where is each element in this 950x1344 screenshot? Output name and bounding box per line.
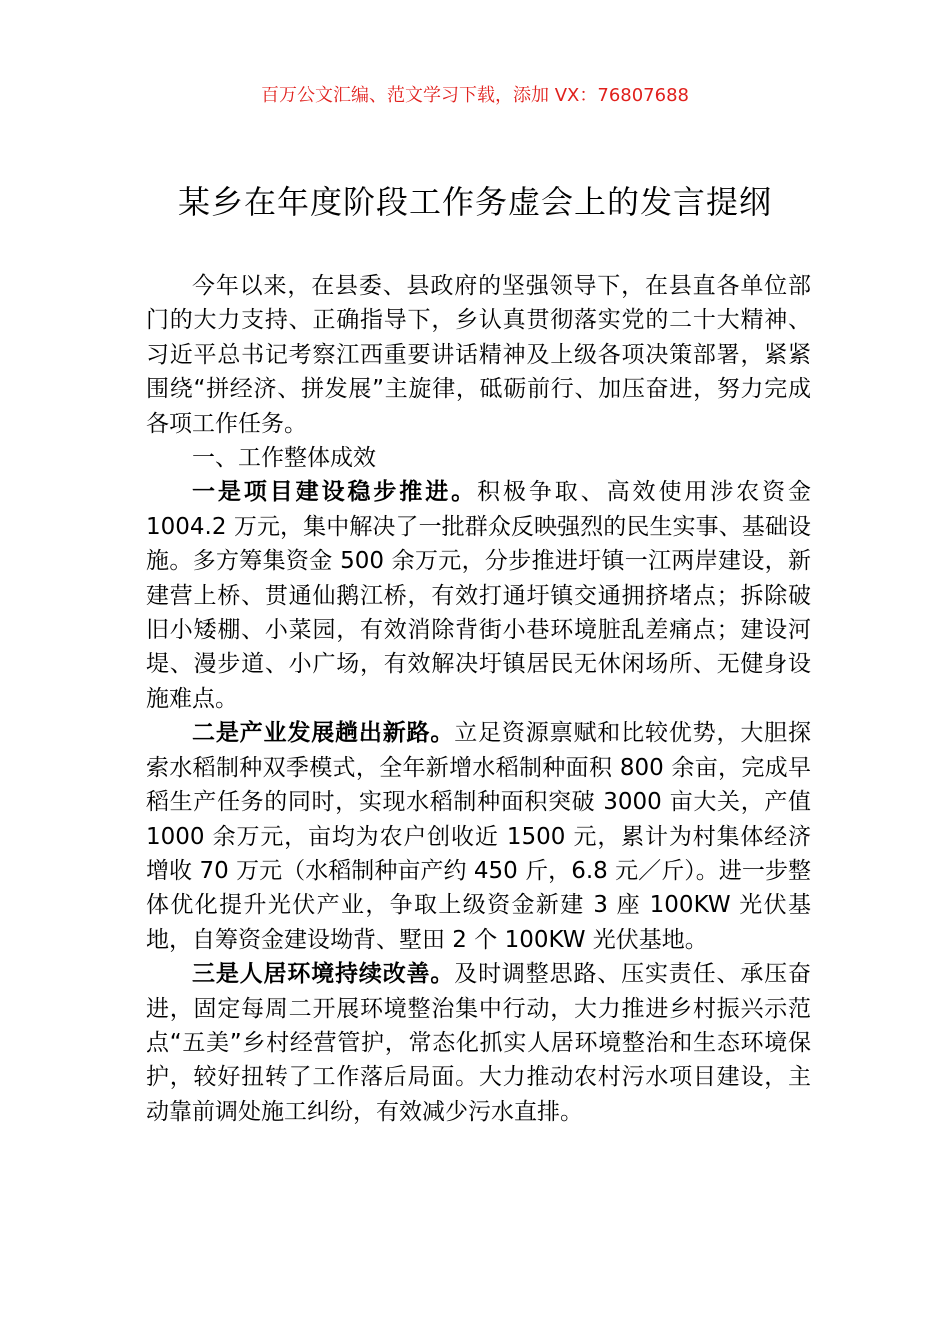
paragraph-item-2 (146, 716, 811, 957)
item-text: 积极争取、高效使用涉农资金 1004.2 万元，集中解决了一批群众反映强烈的民生实事、基础设施。多方筹集资金 500 余万元，分步推进圩镇一江两岸建设，新建营上桥、贯通仙鹅江桥，有效打通圩镇交通拥挤堵点；拆除破旧小矮棚、小菜园，有效消除背街小巷环境脏乱差痛点；建设河堤、漫步道、小广场，有效解决圩镇居民无休闲场所、无健身设施难点。 (146, 479, 812, 712)
item-lead: 二是产业发展趟出新路。 (192, 720, 455, 747)
paragraph-item-3 (146, 957, 811, 1129)
item-text: 及时调整思路、压实责任、承压奋进，固定每周二开展环境整治集中行动，大力推进乡村振兴示范点“五美”乡村经营管护，常态化抓实人居环境整治和生态环境保护，较好扭转了工作落后局面。大力推动农村污水项目建设，主动靠前调处施工纠纷，有效减少污水直排。 (146, 961, 812, 1125)
item-lead: 三是人居环境持续改善。 (192, 961, 455, 988)
watermark-banner: 百万公文汇编、范文学习下载，添加 VX：76807688 (261, 85, 689, 106)
item-lead: 一是项目建设稳步推进。 (192, 479, 478, 506)
item-text: 立足资源禀赋和比较优势，大胆探索水稻制种双季模式，全年新增水稻制种面积 800 余亩，完成早稻生产任务的同时，实现水稻制种面积突破 3000 亩大关，产值 1000 余万元，亩均为农户创收近 1500 元，累计为村集体经济增收 70 万元（水稻制种亩产约 450 斤，6.8 元／斤）。进一步整体优化提升光伏产业，争取上级资金新建 3 座 100KW 光伏基地，自筹资金建设坳背、墅田 2 个 100KW 光伏基地。 (146, 720, 812, 953)
section-heading: 一、工作整体成效 (192, 445, 376, 472)
intro-paragraph: 今年以来，在县委、县政府的坚强领导下，在县直各单位部门的大力支持、正确指导下，乡认真贯彻落实党的二十大精神、习近平总书记考察江西重要讲话精神及上级各项决策部署，紧紧围绕“拼经济、拼发展”主旋律，砥砺前行、加压奋进，努力完成各项工作任务。 (146, 273, 811, 437)
document-body (146, 269, 811, 1129)
paragraph-item-1 (146, 475, 811, 716)
document-title: 某乡在年度阶段工作务虚会上的发言提纲 (177, 183, 772, 221)
